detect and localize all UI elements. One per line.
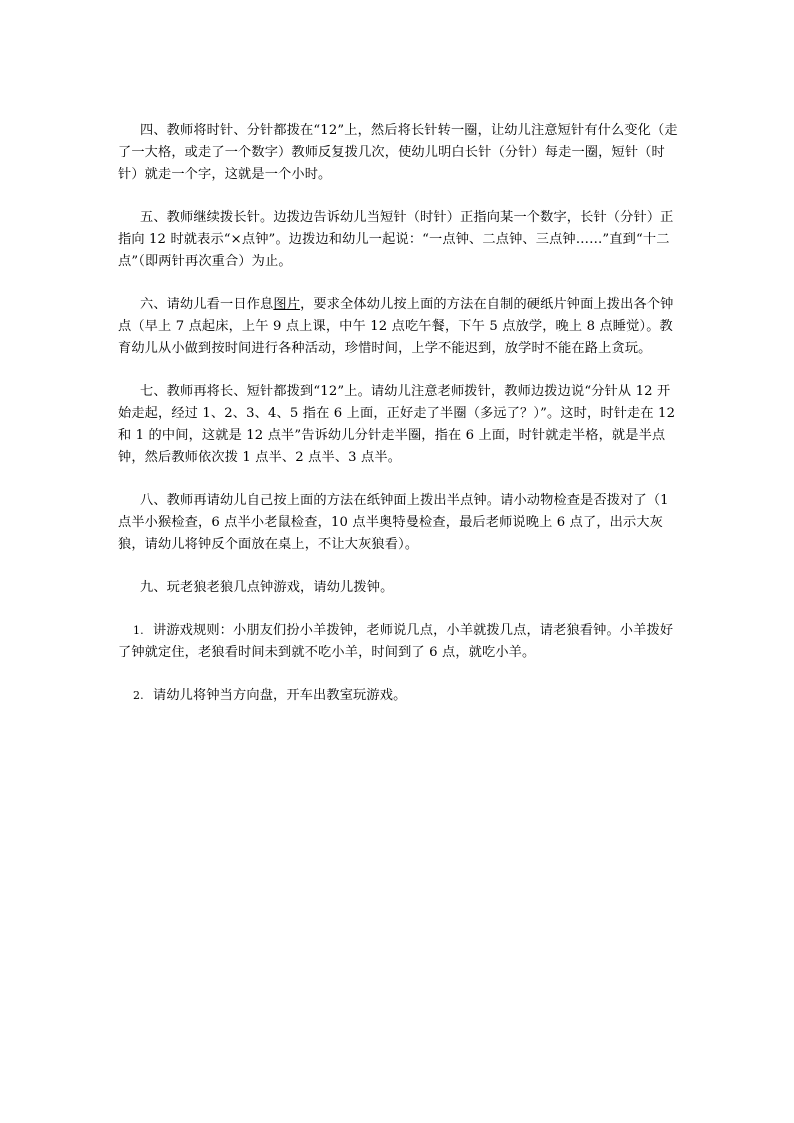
paragraph-gap bbox=[118, 469, 678, 490]
document-body bbox=[118, 120, 678, 707]
paragraph-step-6-rest: ，要求全体幼儿按上面的方法在自制的硬纸片钟面上拨出各个钟点（早上 7 点起床，上午 9 点上课，中午 12 点吃午餐，下午 5 点放学，晚上 8 点睡觉）。教育幼儿从小做到按时间进行各种活动，珍惜时间，上学不能迟到，放学时不能在路上贪玩。 bbox=[118, 297, 674, 356]
paragraph-step-6-lead: 六、请幼儿看一日作息 bbox=[140, 297, 274, 312]
paragraph-gap bbox=[118, 599, 678, 620]
list-item-text: 请幼儿将钟当方向盘，开车出教室玩游戏。 bbox=[153, 688, 407, 703]
picture-link[interactable]: 图片 bbox=[273, 297, 301, 312]
paragraph-gap bbox=[118, 360, 678, 381]
paragraph-gap bbox=[118, 273, 678, 294]
paragraph-gap bbox=[118, 556, 678, 577]
list-item bbox=[118, 685, 678, 707]
paragraph-gap bbox=[118, 664, 678, 685]
paragraph-step-8: 八、教师再请幼儿自己按上面的方法在纸钟面上拨出半点钟。请小动物检查是否拨对了（1 点半小猴检查，6 点半小老鼠检查，10 点半奥特曼检查，最后老师说晚上 6 点了，出示大灰狼，请幼儿将钟反个面放在桌上，不让大灰狼看）。 bbox=[118, 493, 669, 552]
paragraph-step-6 bbox=[118, 294, 678, 360]
paragraph-step-9: 九、玩老狼老狼几点钟游戏，请幼儿拨钟。 bbox=[140, 580, 394, 595]
paragraph-step-5: 五、教师继续拨长针。边拨边告诉幼儿当短针（时针）正指向某一个数字，长针（分针）正指向 12 时就表示“×点钟”。边拨边和幼儿一起说：“一点钟、二点钟、三点钟……”直到“十二点”（即两针再次重合）为止。 bbox=[118, 210, 674, 269]
list-item bbox=[118, 620, 678, 664]
list-item-number: 2. bbox=[133, 689, 144, 702]
paragraph-step-4: 四、教师将时针、分针都拨在“12”上，然后将长针转一圈，让幼儿注意短针有什么变化（走了一大格，或走了一个数字）教师反复拨几次，使幼儿明白长针（分针）每走一圈，短针（时针）就走一个字，这就是一个小时。 bbox=[118, 123, 678, 182]
list-item-number: 1. bbox=[133, 624, 144, 637]
paragraph-gap bbox=[118, 186, 678, 207]
list-item-text: 讲游戏规则：小朋友们扮小羊拨钟，老师说几点，小羊就拨几点，请老狼看钟。小羊拨好了钟就定住，老狼看时间未到就不吃小羊，时间到了 6 点，就吃小羊。 bbox=[118, 623, 674, 660]
paragraph-step-7: 七、教师再将长、短针都拨到“12”上。请幼儿注意老师拨针，教师边拨边说“分针从 12 开始走起，经过 1、2、3、4、5 指在 6 上面，正好走了半圈（多远了？）”。这时，时针走在 12 和 1 的中间，这就是 12 点半”告诉幼儿分针走半圈，指在 6 上面，时针就走半格，就是半点钟，然后教师依次拨 1 点半、2 点半、3 点半。 bbox=[118, 384, 676, 465]
